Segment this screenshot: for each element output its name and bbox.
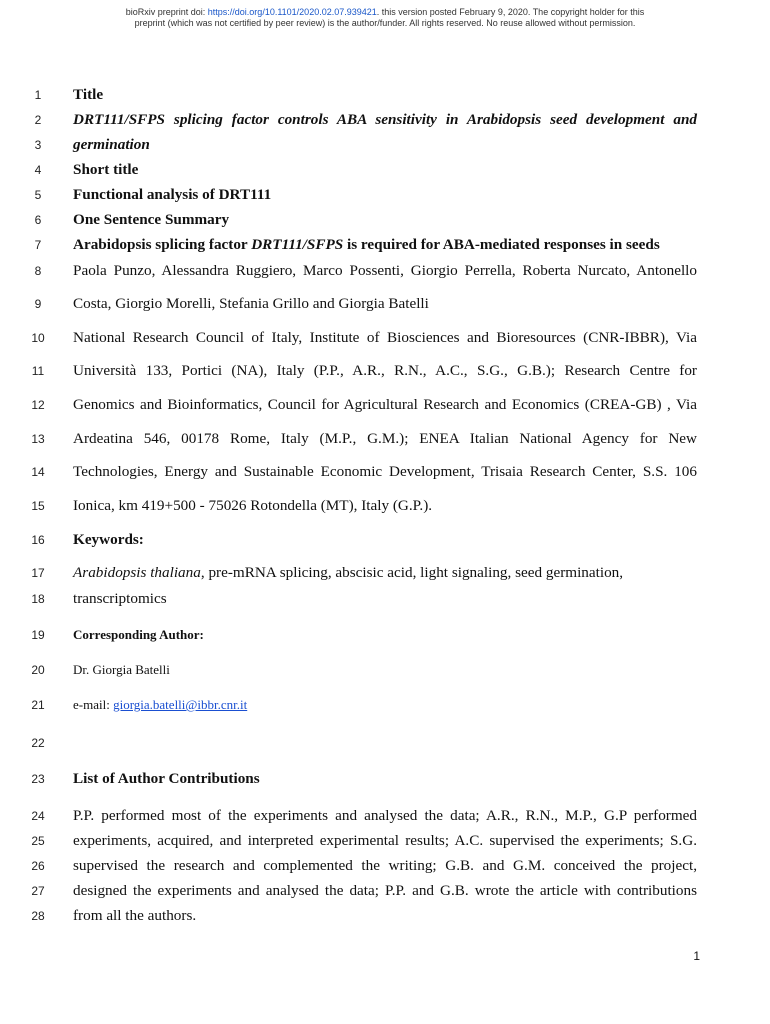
line-13 bbox=[0, 429, 770, 449]
line-2 bbox=[0, 110, 770, 130]
line-21 bbox=[0, 695, 770, 715]
line-number: 24 bbox=[31, 809, 45, 823]
line-12 bbox=[0, 395, 770, 415]
line-number: 1 bbox=[34, 88, 42, 102]
line-number: 28 bbox=[31, 909, 45, 923]
line-number: 16 bbox=[31, 533, 45, 547]
line-18 bbox=[0, 589, 770, 609]
title-heading: Title bbox=[73, 86, 104, 103]
contributions-text: P.P. performed most of the experiments and analysed the data; A.R., R.N., M.P., G.P performed bbox=[73, 807, 697, 824]
line-7 bbox=[0, 235, 770, 255]
line-number: 17 bbox=[31, 566, 45, 580]
line-6 bbox=[0, 210, 770, 230]
line-22 bbox=[0, 733, 770, 753]
line-number: 20 bbox=[31, 663, 45, 677]
line-27 bbox=[0, 881, 770, 901]
summary-heading: One Sentence Summary bbox=[73, 211, 230, 228]
line-26 bbox=[0, 856, 770, 876]
paper-title: DRT111/SFPS splicing factor controls ABA sensitivity in Arabidopsis seed development and bbox=[73, 111, 697, 128]
line-number: 10 bbox=[31, 331, 45, 345]
line-4 bbox=[0, 160, 770, 180]
paper-title-cont: germination bbox=[73, 136, 150, 153]
line-number: 18 bbox=[31, 592, 45, 606]
line-number: 6 bbox=[34, 213, 42, 227]
line-number: 5 bbox=[34, 188, 42, 202]
line-number: 23 bbox=[31, 772, 45, 786]
corresponding-author: Dr. Giorgia Batelli bbox=[73, 662, 170, 677]
line-14 bbox=[0, 462, 770, 482]
contributions-heading: List of Author Contributions bbox=[73, 770, 260, 787]
short-title: Functional analysis of DRT111 bbox=[73, 186, 272, 203]
header-line-2: preprint (which was not certified by peer review) is the author/funder. All rights reserved. No reuse allowed without permission. bbox=[134, 18, 636, 28]
page-number: 1 bbox=[693, 949, 700, 963]
line-number: 25 bbox=[31, 834, 45, 848]
line-number: 13 bbox=[31, 432, 45, 446]
preprint-header bbox=[0, 7, 770, 29]
affiliation-line: National Research Council of Italy, Institute of Biosciences and Bioresources (CNR-IBBR), Via bbox=[73, 329, 697, 346]
line-23 bbox=[0, 769, 770, 789]
line-number: 19 bbox=[31, 628, 45, 642]
line-number: 9 bbox=[34, 297, 42, 311]
line-number: 11 bbox=[31, 364, 45, 378]
line-number: 14 bbox=[31, 465, 45, 479]
doi-link[interactable]: https://doi.org/10.1101/2020.02.07.939421 bbox=[207, 7, 377, 17]
one-sentence-summary: Arabidopsis splicing factor DRT111/SFPS is required for ABA-mediated responses in seeds bbox=[73, 236, 660, 253]
authors: Paola Punzo, Alessandra Ruggiero, Marco Possenti, Giorgio Perrella, Roberta Nurcato, Antonello bbox=[73, 262, 697, 279]
keywords-cont: transcriptomics bbox=[73, 590, 167, 607]
header-line-1: bioRxiv preprint doi: https://doi.org/10.1101/2020.02.07.939421. this version posted February 9, 2020. The copyright holder for this bbox=[125, 7, 645, 17]
line-number: 21 bbox=[31, 698, 45, 712]
line-number: 15 bbox=[31, 499, 45, 513]
line-17 bbox=[0, 563, 770, 583]
email-link[interactable]: giorgia.batelli@ibbr.cnr.it bbox=[113, 697, 248, 712]
line-number: 3 bbox=[34, 138, 42, 152]
contributions-text: from all the authors. bbox=[73, 907, 197, 924]
contributions-text: supervised the research and complemented the writing; G.B. and G.M. conceived the project, bbox=[73, 857, 697, 874]
line-24 bbox=[0, 806, 770, 826]
line-number: 22 bbox=[31, 736, 45, 750]
line-28 bbox=[0, 906, 770, 926]
contributions-text: designed the experiments and analysed the data; P.P. and G.B. wrote the article with contributions bbox=[73, 882, 697, 899]
line-number: 8 bbox=[34, 264, 42, 278]
line-20 bbox=[0, 660, 770, 680]
affiliation-line: Technologies, Energy and Sustainable Economic Development, Trisaia Research Center, S.S. 106 bbox=[73, 463, 697, 480]
affiliation-line: Università 133, Portici (NA), Italy (P.P., A.R., R.N., A.C., S.G., G.B.); Research Centre for bbox=[73, 362, 697, 379]
short-title-heading: Short title bbox=[73, 161, 139, 178]
line-3 bbox=[0, 135, 770, 155]
line-10 bbox=[0, 328, 770, 348]
line-25 bbox=[0, 831, 770, 851]
authors-cont: Costa, Giorgio Morelli, Stefania Grillo and Giorgia Batelli bbox=[73, 295, 429, 312]
affiliation-line: Genomics and Bioinformatics, Council for Agricultural Research and Economics (CREA-GB) , Via bbox=[73, 396, 697, 413]
line-9 bbox=[0, 294, 770, 314]
line-8 bbox=[0, 261, 770, 281]
keywords-heading: Keywords: bbox=[73, 531, 144, 548]
line-5 bbox=[0, 185, 770, 205]
line-number: 26 bbox=[31, 859, 45, 873]
affiliation-line: Ardeatina 546, 00178 Rome, Italy (M.P., G.M.); ENEA Italian National Agency for New bbox=[73, 430, 697, 447]
corresponding-author-heading: Corresponding Author: bbox=[73, 627, 204, 642]
line-number: 7 bbox=[34, 238, 42, 252]
affiliation-line: Ionica, km 419+500 - 75026 Rotondella (MT), Italy (G.P.). bbox=[73, 497, 433, 514]
line-number: 27 bbox=[31, 884, 45, 898]
line-1 bbox=[0, 85, 770, 105]
email-line: e-mail: giorgia.batelli@ibbr.cnr.it bbox=[73, 697, 248, 712]
line-11 bbox=[0, 361, 770, 381]
line-number: 2 bbox=[34, 113, 42, 127]
line-15 bbox=[0, 496, 770, 516]
contributions-text: experiments, acquired, and interpreted experimental results; A.C. supervised the experiments; S.G. bbox=[73, 832, 697, 849]
line-number: 4 bbox=[34, 163, 42, 177]
line-19 bbox=[0, 625, 770, 645]
keywords: Arabidopsis thaliana, pre-mRNA splicing, abscisic acid, light signaling, seed germination, bbox=[73, 564, 624, 581]
line-number: 12 bbox=[31, 398, 45, 412]
line-16 bbox=[0, 530, 770, 550]
